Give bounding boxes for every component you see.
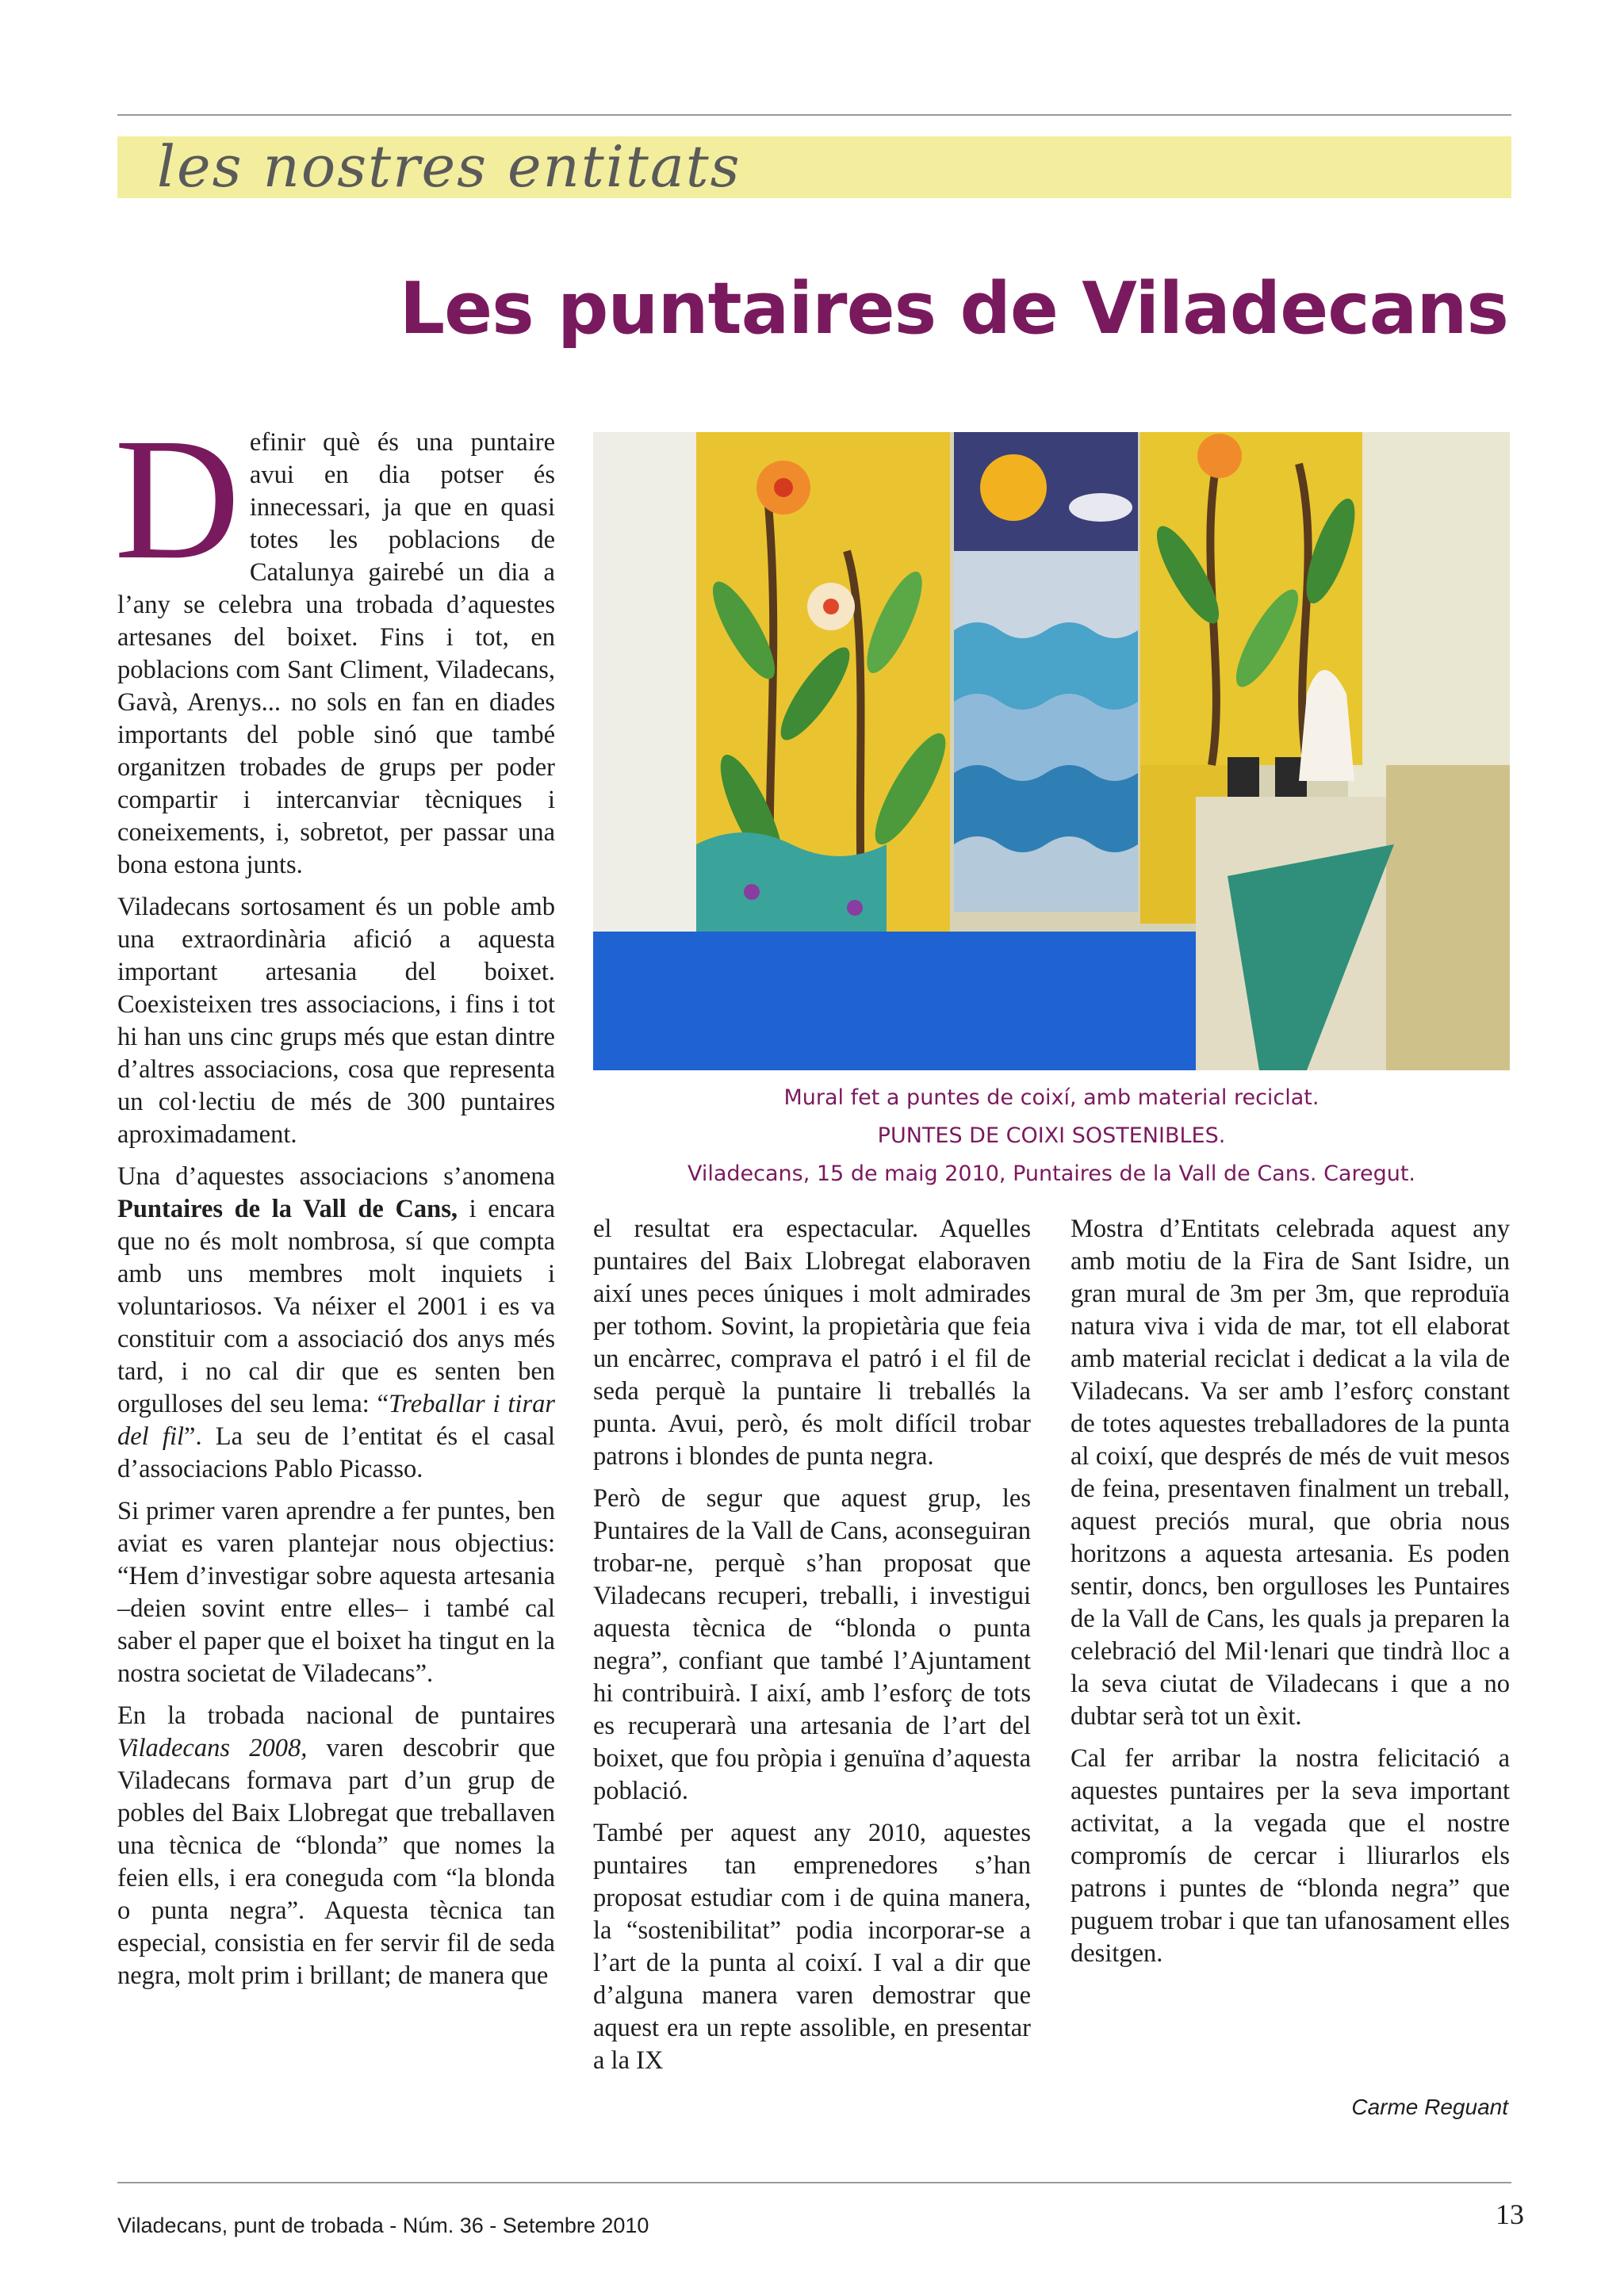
paragraph-5: En la trobada nacional de puntaires Viladecans 2008, varen descobrir que Viladecans formava part d’un grup de pobles del Baix Llobregat que treballaven una tècnica de “blonda” que nomes la feien ells, i era coneguda com “la blonda o punta negra”. Aquesta tècnica tan especial, consistia en fer servir fil de seda negra, molt prim i brillant; de manera que — [117, 1701, 555, 1990]
photo-caption-line-3: Viladecans, 15 de maig 2010, Puntaires de la Vall de Cans. Caregut. — [687, 1161, 1416, 1186]
photo-caption-line-1: Mural fet a puntes de coixí, amb material reciclat. — [783, 1085, 1320, 1110]
motto: Treballar i tirar del fil — [117, 1390, 555, 1451]
article-column-3 — [1071, 1213, 1510, 1980]
paragraph-1-text: efinir què és una puntaire avui en dia potser és innecessari, ja que en quasi totes les poblacions de Catalunya gairebé un dia a l’any se celebra una trobada d’aquestes artesanes del boixet. Fins i tot, en poblacions com Sant Climent, Viladecans, Gavà, Arenys... no sols en fan en diades importants del poble sinó que també organitzen trobades de grups per poder compartir i intercanviar tècniques i coneixements, i, sobretot, per passar una bona estona junts. — [117, 428, 555, 879]
article-column-1 — [114, 402, 555, 2002]
top-rule — [117, 114, 1511, 116]
mural-photo — [593, 432, 1510, 1070]
event-name: Viladecans 2008, — [117, 1734, 308, 1762]
photo-caption-line-2: PUNTES DE COIXI SOSTENIBLES. — [877, 1123, 1226, 1148]
footer-publication: Viladecans, punt de trobada - Núm. 36 - Setembre 2010 — [117, 2214, 649, 2237]
page-number: 13 — [1496, 2198, 1524, 2230]
paragraph-3: Una d’aquestes associacions s’anomena Puntaires de la Vall de Cans, i encara que no és molt nombrosa, sí que compta amb uns membres molt inquiets i voluntariosos. Va néixer el 2001 i es va constituir com a associació dos anys més tard, i no cal dir que es senten ben orgulloses del seu lema: “Treballar i tirar del fil”. La seu de l’entitat és el casal d’associacions Pablo Picasso. — [117, 1162, 555, 1483]
section-label: les nostres entitats — [157, 133, 741, 200]
paragraph-2: Viladecans sortosament és un poble amb una extraordinària afició a aquesta important artesania del boixet. Coexisteixen tres associacions, i fins i tot hi han uns cinc grups més que estan dintre d’altres associacions, cosa que representa un col·lectiu de més de 300 puntaires aproximadament. — [117, 893, 555, 1149]
paragraph-6: el resultat era espectacular. Aquelles puntaires del Baix Llobregat elaboraven així unes peces úniques i molt admirades per tothom. Sovint, la propietària que feia un encàrrec, comprava el patró i el fil de seda perquè la puntaire li treballés la punta. Avui, però, és molt difícil trobar patrons i blondes de punta negra. — [593, 1215, 1031, 1471]
paragraph-9: Mostra d’Entitats celebrada aquest any amb motiu de la Fira de Sant Isidre, un gran mural de 3m per 3m, que reproduïa natura viva i vida de mar, tot ell elaborat amb material reciclat i dedicat a la vila de Viladecans. Va ser amb l’esforç constant de totes aquestes treballadores de la punta al coixí, que després de més de vuit mesos de feina, presentaven finalment un treball, aquest preciós mural, que obria nous horitzons a aquesta artesania. Es poden sentir, doncs, ben orgulloses les Puntaires de la Vall de Cans, les quals ja preparen la celebració del Mil·lenari que tindrà lloc a la seva ciutat de Viladecans i que a no dubtar serà tot un èxit. — [1071, 1215, 1510, 1731]
author-signature: Carme Reguant — [1351, 2095, 1508, 2119]
drop-cap: D — [114, 402, 240, 595]
paragraph-4: Si primer varen aprendre a fer puntes, ben aviat es varen plantejar nous objectius: “Hem d’investigar sobre aquesta artesania –deien sovint entre elles– i també cal saber el paper que el boixet ha tingut en la nostra societat de Viladecans”. — [117, 1497, 555, 1688]
paragraph-7: Però de segur que aquest grup, les Puntaires de la Vall de Cans, aconseguiran trobar-ne, perquè s’han proposat que Viladecans recuperi, treballi, i investigui aquesta tècnica de “blonda o punta negra”, confiant que també l’Ajuntament hi contribuirà. I així, amb l’esforç de tots es recuperarà una artesania de l’art del boixet, que fou pròpia i genuïna d’aquesta població. — [593, 1484, 1031, 1805]
article-column-2 — [593, 1213, 1031, 2087]
mural-illustration — [593, 432, 1510, 1070]
paragraph-10: Cal fer arribar la nostra felicitació a aquestes puntaires per la seva important activitat, a la vegada que el nostre compromís de cercar i lliurarlos els patrons i puntes de “blonda negra” que puguem trobar i que tan ufanosament elles desitgen. — [1071, 1744, 1510, 1968]
article-title: Les puntaires de Viladecans — [399, 267, 1508, 350]
paragraph-1 — [114, 402, 555, 882]
association-name: Puntaires de la Vall de Cans, — [117, 1195, 458, 1223]
footer-rule — [117, 2182, 1511, 2183]
paragraph-8: També per aquest any 2010, aquestes puntaires tan emprenedores s’han proposat estudiar com i de quina manera, la “sostenibilitat” podia incorporar-se a l’art de la punta al coixí. I val a dir que d’alguna manera varen demostrar que aquest era un repte assolible, en presentar a la IX — [593, 1819, 1031, 2075]
